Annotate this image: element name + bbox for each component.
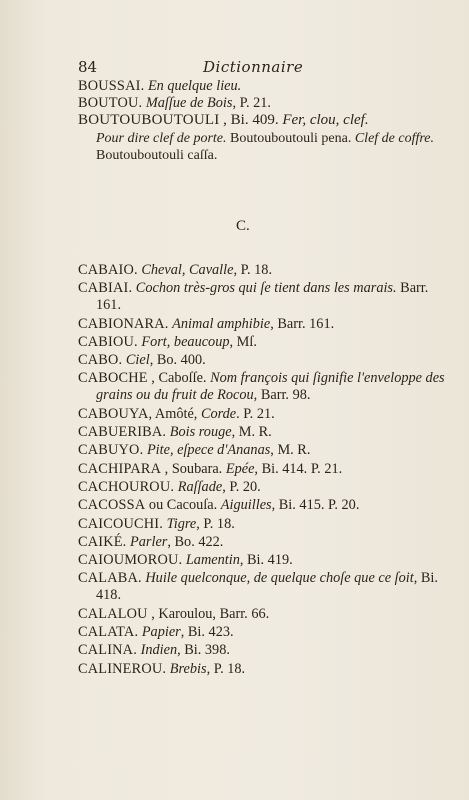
headword: CAIOUMOROU.	[78, 552, 183, 569]
dictionary-entry: CABOCHE , Caboſſe. Nom françois qui ſignifie l'enveloppe des grains ou du fruit de Rocou, Barr. 98.	[78, 370, 445, 404]
dictionary-entry: CALABA. Huile quelconque, de quelque choſe que ce ſoit, Bi. 418.	[78, 570, 438, 604]
translation: Pite, eſpece d'Ananas	[146, 442, 271, 459]
headword: CABO.	[78, 352, 123, 369]
translation: Raſſade	[177, 478, 223, 495]
translation: Corde	[200, 405, 237, 422]
translation: Fer, clou, clef.	[282, 112, 369, 128]
dictionary-entry: CABIAI. Cochon très-gros qui ſe tient dans les marais. Barr. 161.	[78, 280, 429, 314]
headword: CACHOUROU.	[78, 478, 175, 495]
headword: BOUSSAI.	[78, 78, 145, 94]
headword: CABOUYA	[78, 405, 149, 422]
section-heading-c: C.	[236, 218, 250, 234]
translation: En quelque lieu.	[147, 78, 242, 94]
translation: Animal amphibie	[172, 315, 271, 332]
translation: Epée	[225, 460, 255, 477]
dictionary-entry: CABIOU. Fort, beaucoup, Mſ.	[78, 333, 257, 350]
dictionary-entry: CAICOUCHI. Tigre, P. 18.	[78, 515, 235, 532]
dictionary-entry: CAIKÉ. Parler, Bo. 422.	[78, 533, 224, 550]
dictionary-entry	[78, 78, 450, 95]
usage-note: Pour dire clef de porte. Boutouboutouli pena. Clef de coffre. Boutouboutouli caſſa.	[96, 131, 435, 163]
headword: CALINEROU.	[78, 660, 167, 677]
dictionary-entry: CACHOUROU. Raſſade, P. 20.	[78, 478, 261, 495]
running-title: Dictionnaire	[203, 58, 304, 76]
translation: Fort, beaucoup	[141, 333, 230, 350]
dictionary-entry: CACOSSA ou Cacouſa. Aiguilles, Bi. 415. P. 20.	[78, 497, 360, 514]
dictionary-entry: CALATA. Papier, Bi. 423.	[78, 624, 234, 641]
headword: CABUYO.	[78, 442, 144, 459]
headword: CABOCHE	[78, 370, 148, 387]
translation: Bois rouge	[169, 424, 232, 441]
headword: CALINA.	[78, 642, 137, 659]
headword: CACOSSA	[78, 497, 146, 514]
dictionary-entry: CALALOU , Karoulou, Barr. 66.	[78, 605, 270, 622]
dictionary-entry: CABIONARA. Animal amphibie, Barr. 161.	[78, 315, 335, 332]
headword: CACHIPARA	[78, 460, 162, 477]
dictionary-entry: CABUYO. Pite, eſpece d'Ananas, M. R.	[78, 442, 311, 459]
translation: Huile quelconque, de quelque choſe que ce ſoit	[145, 570, 414, 587]
dictionary-entry: BOUTOU. Maſſue de Bois, P. 21.	[78, 95, 271, 111]
headword: CABAIO.	[78, 262, 138, 278]
dictionary-entry: CALINEROU. Brebis, P. 18.	[78, 660, 246, 677]
headword: CABIAI.	[78, 280, 133, 297]
headword: CABIONARA.	[78, 315, 169, 332]
headword: CABUERIBA.	[78, 424, 167, 441]
translation: Cheval, Cavalle	[141, 262, 234, 278]
dictionary-entry: CABAIO. Cheval, Cavalle, P. 18.	[78, 262, 273, 278]
headword: CALATA.	[78, 624, 139, 641]
headword: CAICOUCHI.	[78, 515, 164, 532]
translation: Aiguilles	[220, 497, 272, 514]
dictionary-entry: BOUTOUBOUTOULI , Bi. 409. Fer, clou, clef.	[78, 112, 369, 128]
dictionary-entry: CACHIPARA , Soubara. Epée, Bi. 414. P. 21.	[78, 460, 343, 477]
headword: BOUTOUBOUTOULI	[78, 112, 220, 128]
dictionary-entry: CABO. Ciel, Bo. 400.	[78, 352, 206, 369]
page-header	[78, 58, 399, 78]
translation: Cochon très-gros qui ſe tient dans les marais.	[135, 280, 397, 297]
c-entries-list	[78, 262, 450, 679]
translation: Lamentin	[185, 552, 240, 569]
translation: Indien	[140, 642, 178, 659]
translation: Parler	[130, 533, 168, 550]
translation: Maſſue de Bois	[145, 95, 233, 111]
headword: CABIOU.	[78, 333, 138, 350]
translation: Nom françois qui ſignifie l'enveloppe des grains ou du fruit de Rocou	[96, 370, 445, 404]
headword: BOUTOU.	[78, 95, 143, 111]
dictionary-entry: CAIOUMOROU. Lamentin, Bi. 419.	[78, 552, 293, 569]
headword: CALALOU	[78, 605, 148, 622]
dictionary-entry: CABUERIBA. Bois rouge, M. R.	[78, 424, 272, 441]
translation: Tigre	[166, 515, 197, 532]
translation: Papier	[141, 624, 181, 641]
dictionary-entry: CABOUYA, Amôté, Corde. P. 21.	[78, 405, 275, 422]
headword: CAIKÉ.	[78, 533, 127, 550]
b-entries-block	[78, 78, 450, 164]
translation: Brebis	[169, 660, 207, 677]
dictionary-entry: CALINA. Indien, Bi. 398.	[78, 642, 230, 659]
headword: CALABA.	[78, 570, 142, 587]
page-number: 84	[78, 58, 98, 76]
translation: Ciel	[125, 352, 150, 369]
